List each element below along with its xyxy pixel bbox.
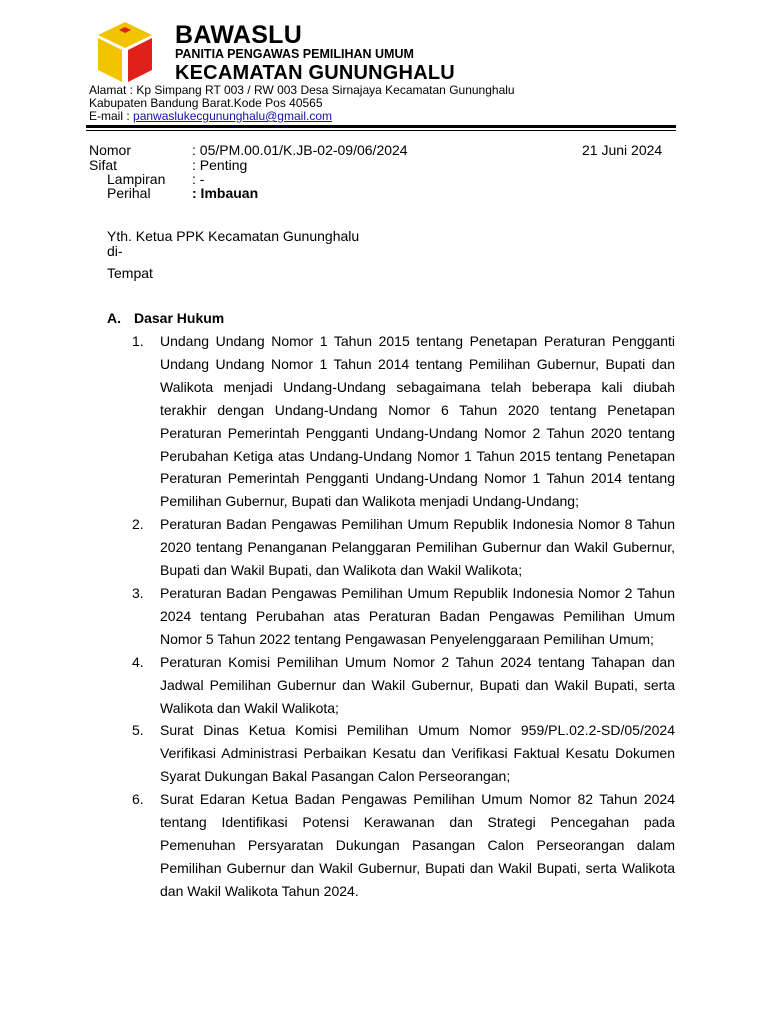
list-item-text: Peraturan Badan Pengawas Pemilihan Umum Republik Indonesia Nomor 8 Tahun 2020 tentang Penanganan Pelanggaran Pemilihan Gubernur dan Wakil Gubernur, Bupati dan Wakil Bupati, dan Walikota dan Wakil Walikota; <box>160 516 675 579</box>
header-rule-thick <box>86 125 676 128</box>
list-item-number: 6. <box>132 791 144 808</box>
list-item <box>132 513 675 582</box>
lampiran-label: Lampiran <box>107 171 166 187</box>
perihal-value: : Imbauan <box>192 185 259 201</box>
list-item-text: Surat Edaran Ketua Badan Pengawas Pemilihan Umum Nomor 82 Tahun 2024 tentang Identifikasi Potensi Kerawanan dan Strategi Pencegahan pada Pemenuhan Persyaratan Dukungan Pasangan Calon Perseorangan dalam Pemilihan Gubernur dan Wakil Gubernur, Bupati dan Wakil Bupati, serta Walikota dan Wakil Walikota Tahun 2024. <box>160 791 675 899</box>
section-heading <box>107 310 224 326</box>
perihal-label: Perihal <box>107 185 151 201</box>
letter-date: 21 Juni 2024 <box>582 142 663 158</box>
list-item-text: Undang Undang Nomor 1 Tahun 2015 tentang Penetapan Peraturan Pengganti Undang Undang Nomor 1 Tahun 2014 tentang Pemilihan Gubernur, Bupati dan Walikota menjadi Undang-Undang sebagaimana telah beberapa kali diubah terakhir dengan Undang-Undang Nomor 6 Tahun 2020 tentang Penetapan Peraturan Pemerintah Pengganti Undang-Undang Nomor 2 Tahun 2020 tentang Perubahan Ketiga atas Undang-Undang Nomor 1 Tahun 2015 tentang Penetapan Peraturan Pemerintah Pengganti Undang-Undang Nomor 1 Tahun 2014 tentang Pemilihan Gubernur, Bupati dan Walikota menjadi Undang-Undang; <box>160 333 675 510</box>
legal-basis-list <box>132 330 675 903</box>
nomor-label: Nomor <box>89 142 132 158</box>
lampiran-value: : - <box>192 171 205 187</box>
list-item <box>132 719 675 788</box>
header-rule-thin <box>86 130 676 131</box>
recipient-line-2: di- <box>107 243 123 259</box>
list-item <box>132 582 675 651</box>
list-item <box>132 330 675 513</box>
list-item-number: 2. <box>132 516 144 533</box>
list-item <box>132 788 675 903</box>
bawaslu-logo-icon <box>92 18 158 84</box>
list-item-text: Peraturan Komisi Pemilihan Umum Nomor 2 Tahun 2024 tentang Tahapan dan Jadwal Pemilihan Gubernur dan Wakil Gubernur, Bupati dan Wakil Bupati, serta Walikota dan Wakil Walikota; <box>160 653 675 716</box>
sifat-value: : Penting <box>192 157 248 173</box>
section-letter: A. <box>107 310 121 326</box>
email-label: E-mail : <box>89 109 134 123</box>
sifat-label: Sifat <box>89 157 118 173</box>
list-item <box>132 651 675 720</box>
email-line <box>89 109 332 123</box>
org-area: KECAMATAN GUNUNGHALU <box>175 62 455 84</box>
recipient-line-3: Tempat <box>107 265 153 281</box>
list-item-number: 4. <box>132 653 144 670</box>
org-title: BAWASLU <box>175 21 303 49</box>
section-title: Dasar Hukum <box>134 310 225 326</box>
org-subtitle: PANITIA PENGAWAS PEMILIHAN UMUM <box>175 47 414 61</box>
recipient-line-1: Yth. Ketua PPK Kecamatan Gununghalu <box>107 228 360 244</box>
list-item-number: 3. <box>132 584 144 601</box>
list-item-number: 1. <box>132 333 144 349</box>
list-item-text: Peraturan Badan Pengawas Pemilihan Umum Republik Indonesia Nomor 2 Tahun 2024 tentang Perubahan atas Peraturan Badan Pengawas Pemilihan Umum Nomor 5 Tahun 2022 tentang Pengawasan Penyelenggaraan Pemilihan Umum; <box>160 584 675 647</box>
address-line-1: Alamat : Kp Simpang RT 003 / RW 003 Desa Sirnajaya Kecamatan Gununghalu <box>89 83 515 97</box>
email-link[interactable]: panwaslukecgununghalu@gmail.com <box>133 109 332 123</box>
nomor-value: : 05/PM.00.01/K.JB-02-09/06/2024 <box>192 142 408 158</box>
list-item-text: Surat Dinas Ketua Komisi Pemilihan Umum Nomor 959/PL.02.2-SD/05/2024 Verifikasi Administrasi Perbaikan Kesatu dan Verifikasi Faktual Kesatu Dokumen Syarat Dukungan Bakal Pasangan Calon Perseorangan; <box>160 722 675 785</box>
address-line-2: Kabupaten Bandung Barat.Kode Pos 40565 <box>89 96 323 110</box>
list-item-number: 5. <box>132 722 144 739</box>
